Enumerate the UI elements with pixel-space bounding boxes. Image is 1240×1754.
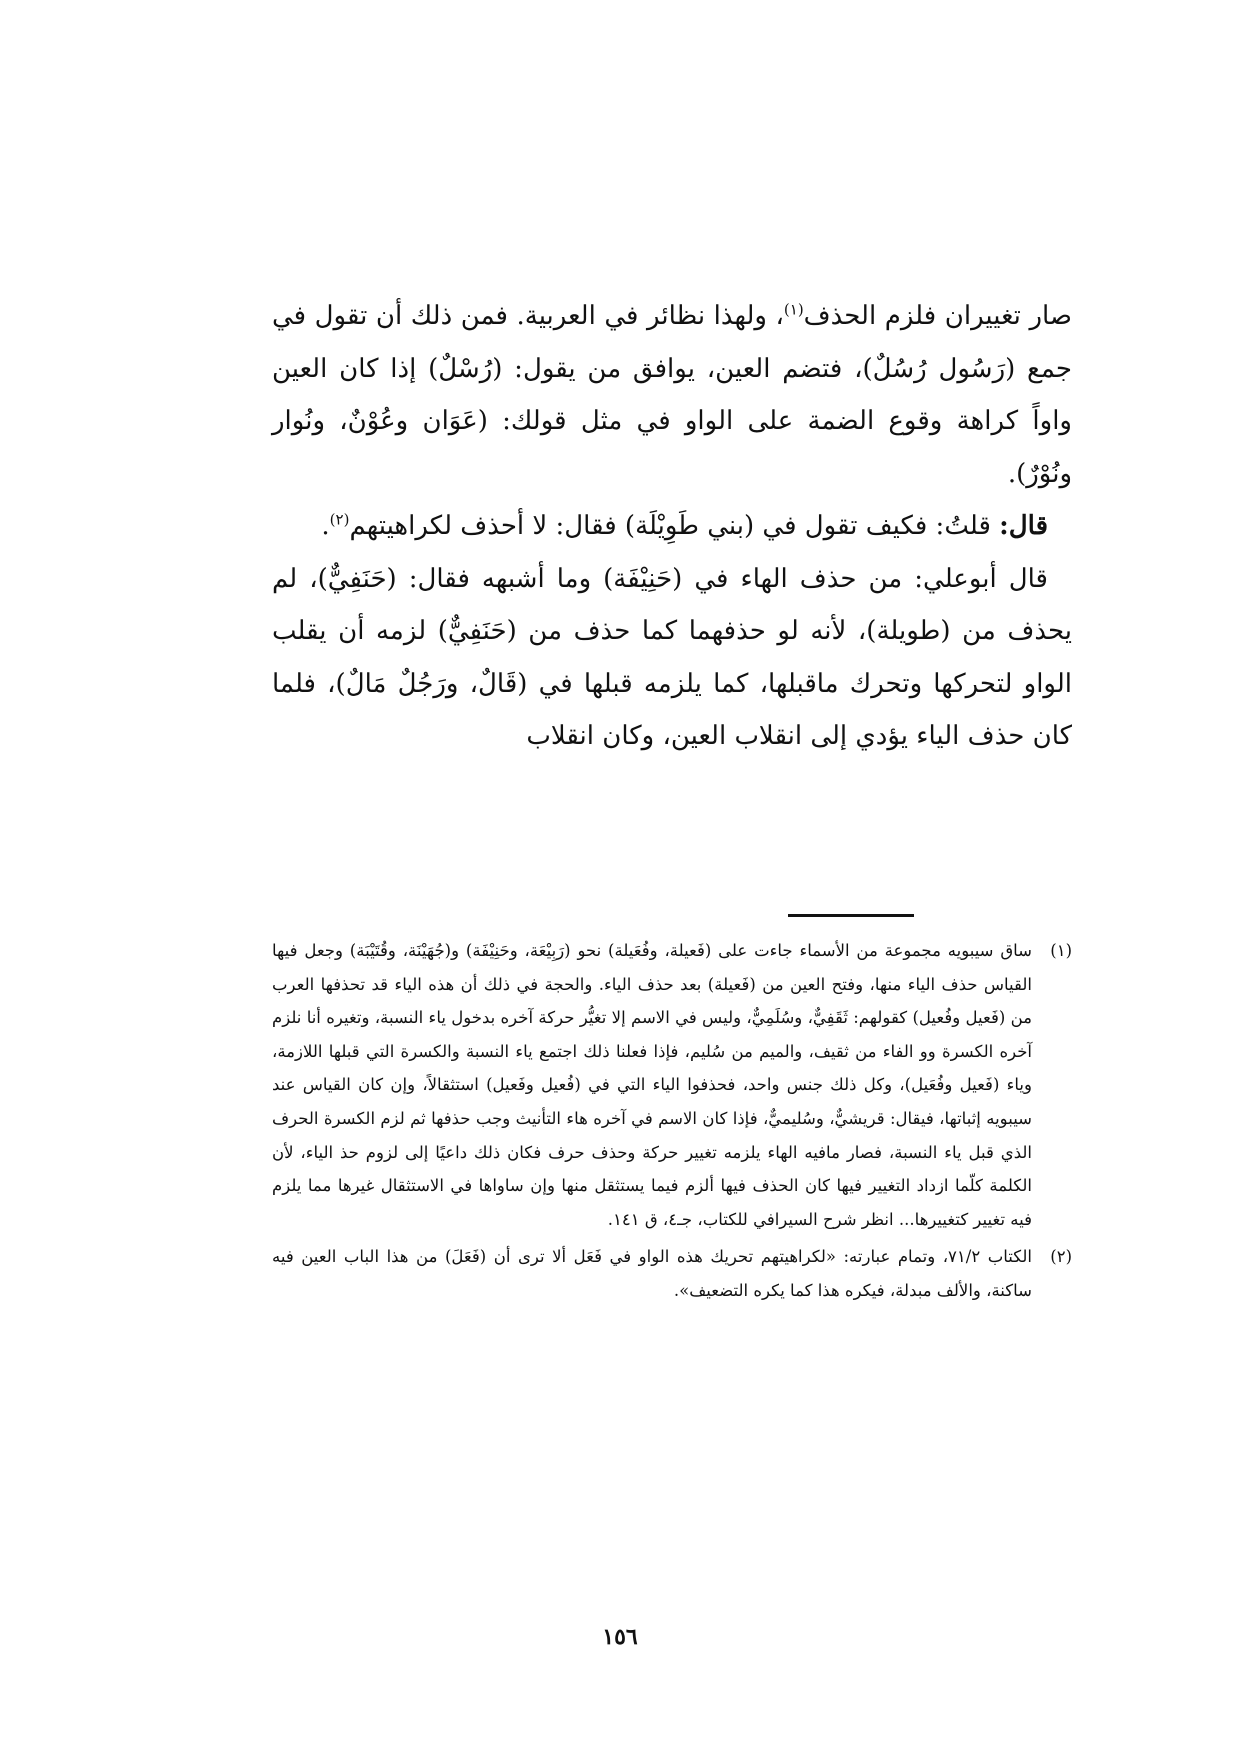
paragraph-2-end: . <box>321 511 330 541</box>
footnote-ref-2: (٢) <box>329 510 350 529</box>
footnote-ref-1: (١) <box>783 300 804 319</box>
paragraph-2-lead: قال: <box>999 511 1048 541</box>
footnote-separator <box>788 914 914 917</box>
paragraph-3-text: قال أبوعلي: من حذف الهاء في (حَنِيْفَة) وما أشبهه فقال: (حَنَفِيٌّ)، لم يحذف من (طويلة)، لأنه لو حذفهما كما حذف من (حَنَفِيٌّ) لزمه أن يقلب الواو لتحركها وتحرك ماقبلها، كما يلزمه قبلها في (قَالٌ، ورَجُلٌ مَالٌ)، فلما كان حذف الياء يؤدي إلى انقلاب العين، وكان انقلاب <box>272 563 1072 751</box>
paragraph-1-start: صار تغييران فلزم الحذف <box>803 301 1072 331</box>
footnote-2-number: (٢) <box>1050 1247 1072 1267</box>
main-text-block <box>272 290 1072 763</box>
page-number: ١٥٦ <box>602 1624 638 1650</box>
paragraph-1 <box>272 290 1072 500</box>
paragraph-3 <box>272 553 1072 763</box>
footnote-1 <box>272 934 1072 1236</box>
footnotes-block <box>272 934 1072 1312</box>
footnote-2 <box>272 1240 1072 1307</box>
paragraph-2-text: قلتُ: فكيف تقول في (بني طَوِيْلَة) فقال: لا أحذف لكراهيتهم <box>349 511 1000 541</box>
footnote-2-text: الكتاب ٧١/٢، وتمام عبارته: «لكراهيتهم تحريك هذه الواو في فَعَل ألا ترى أن (فَعَلَ) من هذا الباب العين فيه ساكنة، والألف مبدلة، فيكره هذا كما يكره التضعيف». <box>272 1247 1032 1300</box>
footnote-1-text: ساق سيبويه مجموعة من الأسماء جاءت على (فَعيلة، وفُعَيلة) نحو (رَبِيْعَة، وحَنِيْفَة) و(جُهَيْنَة، وقُتَيْبَة) وجعل فيها القياس حذف الياء منها، وفتح العين من (فَعيلة) بعد حذف الياء. والحجة في ذلك أن هذه الياء قد تحذفها العرب من (فَعيل وفُعيل) كقولهم: ثَقَفِيٌّ، وسُلَمِيٌّ، وليس في الاسم إلا تغيُّر حركة آخره بدخول ياء النسبة، وتغيره أنا نلزم آخره الكسرة وو الفاء من ثقيف، والميم من سُليم، فإذا فعلنا ذلك اجتمع ياء النسبة والكسرة التي قبلها اللازمة، وياء (فَعيل وفُعَيل)، وكل ذلك جنس واحد، فحذفوا الياء التي في (فُعيل وفَعيل) استثقالاً، وإن كان القياس عند سيبويه إثباتها، فيقال: قريشيٌّ، وسُليميٌّ، فإذا كان الاسم في آخره هاء التأنيث وجب حذفها ثم لزم الكسرة الحرف الذي قبل ياء النسبة، فصار مافيه الهاء يلزمه تغيير حركة وحذف حرف فكان ذلك داعيًا إلى لزوم حذ الياء، لأن الكلمة كلّما ازداد التغيير فيها كان الحذف فيها ألزم فيما يستثقل منها وإن ساواها في الاستثقال غيرها مما يلزم فيه تغيير كتغييرها... انظر شرح السيرافي للكتاب، جـ٤، ق ١٤١. <box>272 941 1032 1229</box>
paragraph-1-rest: ، ولهذا نظائر في العربية. فمن ذلك أن تقول في جمع (رَسُول رُسُلٌ)، فتضم العين، يوافق من يقول: (رُسْلٌ) إذا كان العين واواً كراهة وقوع الضمة على الواو في مثل قولك: (عَوَان وعُوْنٌ، ونُوار ونُوْرٌ). <box>272 301 1072 489</box>
footnote-1-number: (١) <box>1050 941 1072 960</box>
paragraph-2 <box>272 500 1072 553</box>
